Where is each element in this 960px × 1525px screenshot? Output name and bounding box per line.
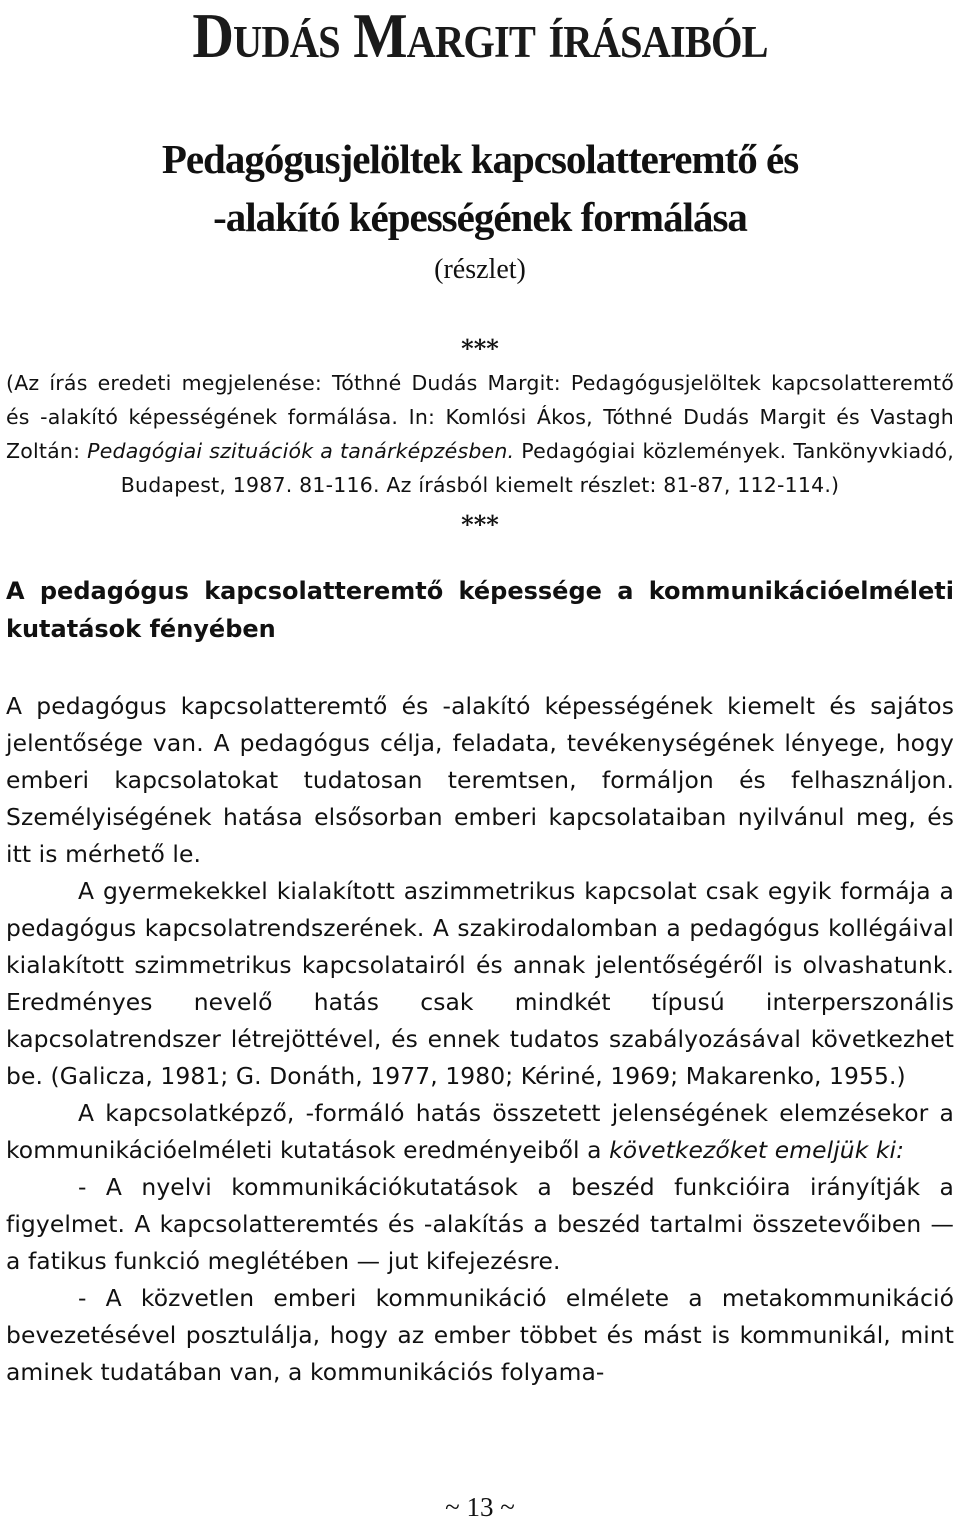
article-title-line-2: -alakító képességének formálása xyxy=(213,194,747,240)
paragraph xyxy=(6,1095,954,1169)
article-title xyxy=(6,130,954,246)
paragraph: - A közvetlen emberi kommunikáció elmélete a metakommunikáció bevezetésével posztulálja, hogy az ember többet és mást is kommunikál, mint aminek tudatában van, a kommunikációs folyama- xyxy=(6,1284,954,1386)
running-head: Dudás Margit írásaiból xyxy=(192,0,768,71)
article-title-line-1: Pedagógusjelöltek kapcsolatteremtő és xyxy=(161,136,799,182)
article-subtitle: (részlet) xyxy=(434,254,526,285)
paragraph-emphasis: következőket emeljük ki: xyxy=(609,1136,905,1164)
paragraph-text: A kapcsolatképző, -formáló hatás összetett jelenségének elemzésekor a kommunikációelméleti kutatások eredményeiből a xyxy=(6,1099,954,1164)
source-note-text: (Az írás eredeti megjelenése: Tóthné Dudás Margit: Pedagógusjelöltek kapcsolatteremtő és -alakító képességének formálása. In: Komlósi Ákos, Tóthné Dudás Margit és Vastagh Zoltán: xyxy=(6,371,954,463)
paragraph: - A nyelvi kommunikációkutatások a beszéd funkcióira irányítják a figyelmet. A kapcsolatteremtés és -alakítás a beszéd tartalmi összetevőiben — a fatikus funkció meglétében — jut kifejezésre. xyxy=(6,1173,954,1275)
page-number: ~ 13 ~ xyxy=(445,1492,515,1522)
separator-stars: *** xyxy=(461,510,499,539)
source-book-title: Pedagógiai szituációk a tanárképzésben. xyxy=(87,439,515,463)
section-heading: A pedagógus kapcsolatteremtő képessége a kommunikációelméleti kutatások fényében xyxy=(6,577,954,643)
source-note-text-end: Pedagógiai közlemények. Tankönyvkiadó, Budapest, 1987. 81-116. Az írásból kiemelt részlet: 81-87, 112-114.) xyxy=(120,439,954,497)
separator-stars: *** xyxy=(461,334,499,363)
source-note xyxy=(6,366,954,502)
paragraph: A gyermekekkel kialakított aszimmetrikus kapcsolat csak egyik formája a pedagógus kapcsolatrendszerének. A szakirodalomban a pedagógus kollégáival kialakított szimmetrikus kapcsolatairól és annak jelentőségéről is olvashatunk. Eredményes nevelő hatás csak mindkét típusú interperszonális kapcsolatrendszer létrejöttével, és ennek tudatos szabályozásával következhet be. (Galicza, 1981; G. Donáth, 1977, 1980; Kériné, 1969; Makarenko, 1955.) xyxy=(6,877,954,1090)
paragraph: A pedagógus kapcsolatteremtő és -alakító képességének kiemelt és sajátos jelentősége van. A pedagógus célja, feladata, tevékenységének lényege, hogy emberi kapcsolatokat tudatosan teremtsen, formáljon és felhasználjon. Személyiségének hatása elsősorban emberi kapcsolataiban nyilvánul meg, és itt is mérhető le. xyxy=(6,692,954,868)
